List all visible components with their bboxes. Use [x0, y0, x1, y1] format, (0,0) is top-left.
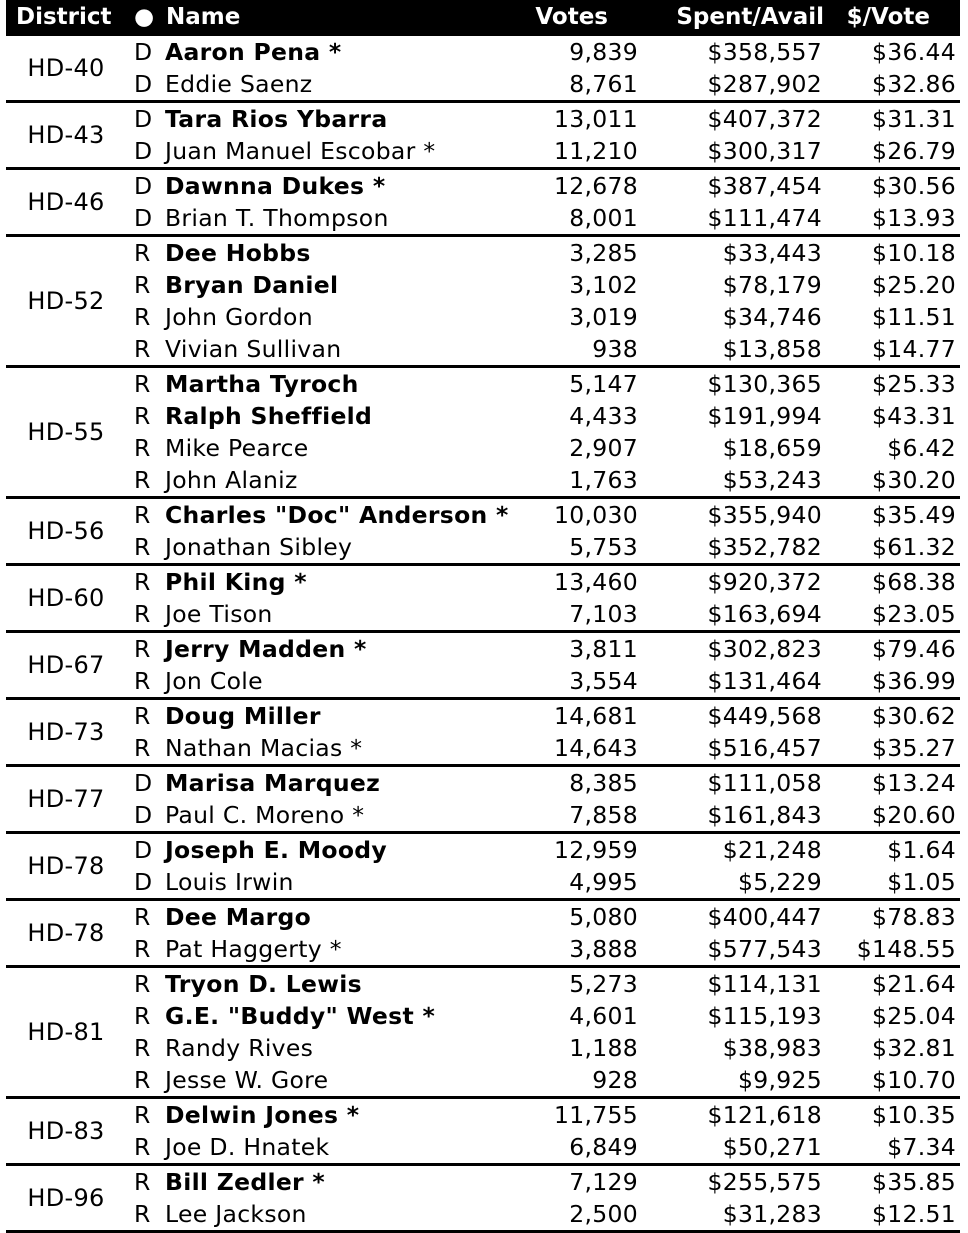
- per-vote-cell: $1.64: [887, 836, 956, 864]
- district-label: HD-81: [27, 1018, 105, 1046]
- table-row: [6, 301, 960, 333]
- party-cell: R: [134, 370, 151, 398]
- party-cell: R: [134, 533, 151, 561]
- table-row: [6, 432, 960, 464]
- votes-cell: 2,500: [569, 1200, 638, 1228]
- spent-cell: $9,925: [737, 1066, 822, 1094]
- per-vote-cell: $25.04: [871, 1002, 956, 1030]
- candidate-name: G.E. "Buddy" West *: [165, 1002, 436, 1030]
- party-cell: R: [134, 568, 151, 596]
- party-cell: D: [134, 70, 153, 98]
- table-row: [6, 598, 960, 630]
- spent-cell: $31,283: [722, 1200, 822, 1228]
- candidate-name: Jerry Madden *: [165, 635, 367, 663]
- candidate-name: Dawnna Dukes *: [165, 172, 386, 200]
- district-group: [6, 170, 960, 237]
- table-row: [6, 68, 960, 100]
- spent-cell: $130,365: [707, 370, 822, 398]
- candidate-name: Louis Irwin: [165, 868, 294, 896]
- district-label: HD-83: [27, 1117, 105, 1145]
- spent-cell: $287,902: [707, 70, 822, 98]
- district-label: HD-77: [27, 785, 105, 813]
- table-row: [6, 333, 960, 365]
- votes-cell: 4,601: [569, 1002, 638, 1030]
- header-name: Name: [166, 4, 241, 30]
- per-vote-cell: $79.46: [871, 635, 956, 663]
- table-row: [6, 767, 960, 799]
- table-row: [6, 1099, 960, 1131]
- spent-cell: $38,983: [722, 1034, 822, 1062]
- per-vote-cell: $10.18: [871, 239, 956, 267]
- district-label: HD-78: [27, 852, 105, 880]
- party-cell: D: [134, 38, 153, 66]
- party-cell: R: [134, 1066, 151, 1094]
- per-vote-cell: $26.79: [871, 137, 956, 165]
- votes-cell: 6,849: [569, 1133, 638, 1161]
- per-vote-cell: $1.05: [887, 868, 956, 896]
- table-row: [6, 901, 960, 933]
- per-vote-cell: $35.49: [871, 501, 956, 529]
- party-cell: R: [134, 1200, 151, 1228]
- district-group: [6, 834, 960, 901]
- district-group: [6, 700, 960, 767]
- table-row: [6, 1000, 960, 1032]
- district-group: [6, 968, 960, 1099]
- candidate-name: John Alaniz: [165, 466, 298, 494]
- table-row: [6, 968, 960, 1000]
- spent-cell: $255,575: [707, 1168, 822, 1196]
- candidate-name: Marisa Marquez: [165, 769, 381, 797]
- votes-cell: 7,858: [569, 801, 638, 829]
- candidate-name: Jonathan Sibley: [165, 533, 353, 561]
- per-vote-cell: $30.56: [871, 172, 956, 200]
- party-cell: R: [134, 1034, 151, 1062]
- per-vote-cell: $10.70: [871, 1066, 956, 1094]
- spent-cell: $920,372: [707, 568, 822, 596]
- candidate-name: Bill Zedler *: [165, 1168, 326, 1196]
- per-vote-cell: $14.77: [871, 335, 956, 363]
- table-row: [6, 103, 960, 135]
- per-vote-cell: $32.81: [871, 1034, 956, 1062]
- party-cell: D: [134, 204, 153, 232]
- votes-cell: 3,811: [569, 635, 638, 663]
- per-vote-cell: $30.62: [871, 702, 956, 730]
- table-row: [6, 933, 960, 965]
- candidate-name: Joe D. Hnatek: [165, 1133, 330, 1161]
- candidate-name: Martha Tyroch: [165, 370, 359, 398]
- header-spent: Spent/Avail: [676, 4, 824, 30]
- votes-cell: 938: [592, 335, 638, 363]
- spent-cell: $302,823: [707, 635, 822, 663]
- table-row: [6, 170, 960, 202]
- party-cell: D: [134, 801, 153, 829]
- party-cell: R: [134, 434, 151, 462]
- table-row: [6, 665, 960, 697]
- candidate-name: Joe Tison: [165, 600, 273, 628]
- per-vote-cell: $61.32: [871, 533, 956, 561]
- votes-cell: 5,080: [569, 903, 638, 931]
- party-cell: D: [134, 172, 153, 200]
- spent-cell: $352,782: [707, 533, 822, 561]
- district-group: [6, 633, 960, 700]
- table-row: [6, 36, 960, 68]
- party-cell: R: [134, 1002, 151, 1030]
- spent-cell: $111,058: [707, 769, 822, 797]
- district-group: [6, 499, 960, 566]
- spent-cell: $50,271: [722, 1133, 822, 1161]
- votes-cell: 1,763: [569, 466, 638, 494]
- per-vote-cell: $31.31: [871, 105, 956, 133]
- spent-cell: $131,464: [707, 667, 822, 695]
- spent-cell: $191,994: [707, 402, 822, 430]
- district-group: [6, 901, 960, 968]
- table-row: [6, 834, 960, 866]
- spent-cell: $407,372: [707, 105, 822, 133]
- votes-cell: 11,755: [553, 1101, 638, 1129]
- party-cell: R: [134, 271, 151, 299]
- per-vote-cell: $36.44: [871, 38, 956, 66]
- per-vote-cell: $12.51: [871, 1200, 956, 1228]
- header-party-bullet: ●: [134, 4, 155, 30]
- votes-cell: 7,103: [569, 600, 638, 628]
- votes-cell: 14,681: [553, 702, 638, 730]
- candidate-name: Bryan Daniel: [165, 271, 339, 299]
- votes-cell: 8,385: [569, 769, 638, 797]
- per-vote-cell: $10.35: [871, 1101, 956, 1129]
- candidate-name: Brian T. Thompson: [165, 204, 389, 232]
- votes-cell: 5,753: [569, 533, 638, 561]
- spent-cell: $53,243: [722, 466, 822, 494]
- party-cell: R: [134, 303, 151, 331]
- party-cell: R: [134, 239, 151, 267]
- spent-cell: $111,474: [707, 204, 822, 232]
- header-per-vote: $/Vote: [846, 4, 930, 30]
- votes-cell: 2,907: [569, 434, 638, 462]
- district-label: HD-67: [27, 651, 105, 679]
- table-row: [6, 464, 960, 496]
- candidate-name: Tryon D. Lewis: [165, 970, 362, 998]
- votes-cell: 4,433: [569, 402, 638, 430]
- spent-cell: $577,543: [707, 935, 822, 963]
- district-group: [6, 1166, 960, 1233]
- per-vote-cell: $25.20: [871, 271, 956, 299]
- table-row: [6, 269, 960, 301]
- candidate-name: Randy Rives: [165, 1034, 314, 1062]
- per-vote-cell: $21.64: [871, 970, 956, 998]
- candidate-name: Jon Cole: [165, 667, 263, 695]
- per-vote-cell: $6.42: [887, 434, 956, 462]
- district-label: HD-73: [27, 718, 105, 746]
- table-row: [6, 799, 960, 831]
- spent-cell: $5,229: [737, 868, 822, 896]
- table-row: [6, 1198, 960, 1230]
- candidate-name: Joseph E. Moody: [165, 836, 388, 864]
- district-label: HD-96: [27, 1184, 105, 1212]
- party-cell: R: [134, 501, 151, 529]
- district-label: HD-40: [27, 54, 105, 82]
- votes-cell: 4,995: [569, 868, 638, 896]
- votes-cell: 11,210: [553, 137, 638, 165]
- spent-cell: $355,940: [707, 501, 822, 529]
- spent-cell: $387,454: [707, 172, 822, 200]
- district-group: [6, 368, 960, 499]
- district-group: [6, 1099, 960, 1166]
- spent-cell: $300,317: [707, 137, 822, 165]
- district-group: [6, 566, 960, 633]
- table-row: [6, 866, 960, 898]
- party-cell: R: [134, 935, 151, 963]
- votes-cell: 14,643: [553, 734, 638, 762]
- district-group: [6, 237, 960, 368]
- candidate-name: Lee Jackson: [165, 1200, 307, 1228]
- candidate-name: Vivian Sullivan: [165, 335, 342, 363]
- party-cell: R: [134, 667, 151, 695]
- spent-cell: $449,568: [707, 702, 822, 730]
- votes-cell: 5,273: [569, 970, 638, 998]
- votes-cell: 10,030: [553, 501, 638, 529]
- per-vote-cell: $13.93: [871, 204, 956, 232]
- spent-cell: $78,179: [722, 271, 822, 299]
- per-vote-cell: $13.24: [871, 769, 956, 797]
- spent-cell: $33,443: [722, 239, 822, 267]
- candidate-name: John Gordon: [165, 303, 313, 331]
- candidate-name: Delwin Jones *: [165, 1101, 360, 1129]
- per-vote-cell: $35.85: [871, 1168, 956, 1196]
- party-cell: R: [134, 970, 151, 998]
- party-cell: D: [134, 868, 153, 896]
- district-group: [6, 103, 960, 170]
- per-vote-cell: $35.27: [871, 734, 956, 762]
- spent-cell: $163,694: [707, 600, 822, 628]
- per-vote-cell: $148.55: [856, 935, 956, 963]
- candidate-name: Paul C. Moreno *: [165, 801, 365, 829]
- table-row: [6, 1131, 960, 1163]
- party-cell: R: [134, 335, 151, 363]
- spent-cell: $34,746: [722, 303, 822, 331]
- spent-cell: $161,843: [707, 801, 822, 829]
- candidate-name: Mike Pearce: [165, 434, 309, 462]
- votes-cell: 928: [592, 1066, 638, 1094]
- party-cell: R: [134, 702, 151, 730]
- candidate-name: Jesse W. Gore: [165, 1066, 329, 1094]
- table-header: [6, 0, 960, 36]
- candidate-name: Eddie Saenz: [165, 70, 313, 98]
- party-cell: R: [134, 734, 151, 762]
- district-label: HD-56: [27, 517, 105, 545]
- table-row: [6, 237, 960, 269]
- candidate-name: Juan Manuel Escobar *: [165, 137, 436, 165]
- votes-cell: 12,959: [553, 836, 638, 864]
- district-group: [6, 36, 960, 103]
- candidate-name: Doug Miller: [165, 702, 321, 730]
- district-label: HD-78: [27, 919, 105, 947]
- district-label: HD-60: [27, 584, 105, 612]
- table-row: [6, 531, 960, 563]
- per-vote-cell: $68.38: [871, 568, 956, 596]
- party-cell: R: [134, 1168, 151, 1196]
- candidate-name: Phil King *: [165, 568, 307, 596]
- votes-cell: 3,554: [569, 667, 638, 695]
- per-vote-cell: $20.60: [871, 801, 956, 829]
- district-label: HD-55: [27, 418, 105, 446]
- per-vote-cell: $32.86: [871, 70, 956, 98]
- party-cell: R: [134, 1133, 151, 1161]
- votes-cell: 13,011: [553, 105, 638, 133]
- table-row: [6, 368, 960, 400]
- per-vote-cell: $11.51: [871, 303, 956, 331]
- table-row: [6, 732, 960, 764]
- candidate-name: Dee Hobbs: [165, 239, 311, 267]
- district-group: [6, 767, 960, 834]
- votes-cell: 5,147: [569, 370, 638, 398]
- candidate-name: Tara Rios Ybarra: [165, 105, 388, 133]
- candidate-name: Ralph Sheffield: [165, 402, 373, 430]
- spent-cell: $516,457: [707, 734, 822, 762]
- spent-cell: $21,248: [722, 836, 822, 864]
- votes-cell: 3,102: [569, 271, 638, 299]
- votes-cell: 13,460: [553, 568, 638, 596]
- votes-cell: 7,129: [569, 1168, 638, 1196]
- party-cell: D: [134, 836, 153, 864]
- district-label: HD-43: [27, 121, 105, 149]
- per-vote-cell: $78.83: [871, 903, 956, 931]
- party-cell: D: [134, 137, 153, 165]
- table-row: [6, 700, 960, 732]
- per-vote-cell: $23.05: [871, 600, 956, 628]
- votes-cell: 3,019: [569, 303, 638, 331]
- party-cell: R: [134, 903, 151, 931]
- party-cell: D: [134, 105, 153, 133]
- votes-cell: 12,678: [553, 172, 638, 200]
- candidate-name: Nathan Macias *: [165, 734, 363, 762]
- votes-cell: 1,188: [569, 1034, 638, 1062]
- party-cell: R: [134, 466, 151, 494]
- table-row: [6, 135, 960, 167]
- per-vote-cell: $36.99: [871, 667, 956, 695]
- votes-cell: 3,888: [569, 935, 638, 963]
- table-row: [6, 566, 960, 598]
- table-row: [6, 202, 960, 234]
- per-vote-cell: $30.20: [871, 466, 956, 494]
- table-row: [6, 1032, 960, 1064]
- table-body: [6, 36, 960, 1233]
- party-cell: R: [134, 1101, 151, 1129]
- spent-cell: $121,618: [707, 1101, 822, 1129]
- per-vote-cell: $7.34: [887, 1133, 956, 1161]
- table-row: [6, 1166, 960, 1198]
- party-cell: D: [134, 769, 153, 797]
- spent-cell: $18,659: [722, 434, 822, 462]
- spent-cell: $115,193: [707, 1002, 822, 1030]
- spent-cell: $13,858: [722, 335, 822, 363]
- per-vote-cell: $43.31: [871, 402, 956, 430]
- table-row: [6, 400, 960, 432]
- votes-cell: 8,761: [569, 70, 638, 98]
- votes-cell: 3,285: [569, 239, 638, 267]
- spent-cell: $114,131: [707, 970, 822, 998]
- party-cell: R: [134, 402, 151, 430]
- header-votes: Votes: [535, 4, 608, 30]
- spent-cell: $358,557: [707, 38, 822, 66]
- votes-cell: 8,001: [569, 204, 638, 232]
- party-cell: R: [134, 600, 151, 628]
- results-table: [6, 0, 960, 1233]
- table-row: [6, 633, 960, 665]
- votes-cell: 9,839: [569, 38, 638, 66]
- header-district: District: [16, 4, 112, 30]
- candidate-name: Charles "Doc" Anderson *: [165, 501, 509, 529]
- candidate-name: Dee Margo: [165, 903, 312, 931]
- district-label: HD-52: [27, 287, 105, 315]
- table-row: [6, 499, 960, 531]
- candidate-name: Aaron Pena *: [165, 38, 342, 66]
- spent-cell: $400,447: [707, 903, 822, 931]
- table-row: [6, 1064, 960, 1096]
- district-label: HD-46: [27, 188, 105, 216]
- per-vote-cell: $25.33: [871, 370, 956, 398]
- candidate-name: Pat Haggerty *: [165, 935, 342, 963]
- party-cell: R: [134, 635, 151, 663]
